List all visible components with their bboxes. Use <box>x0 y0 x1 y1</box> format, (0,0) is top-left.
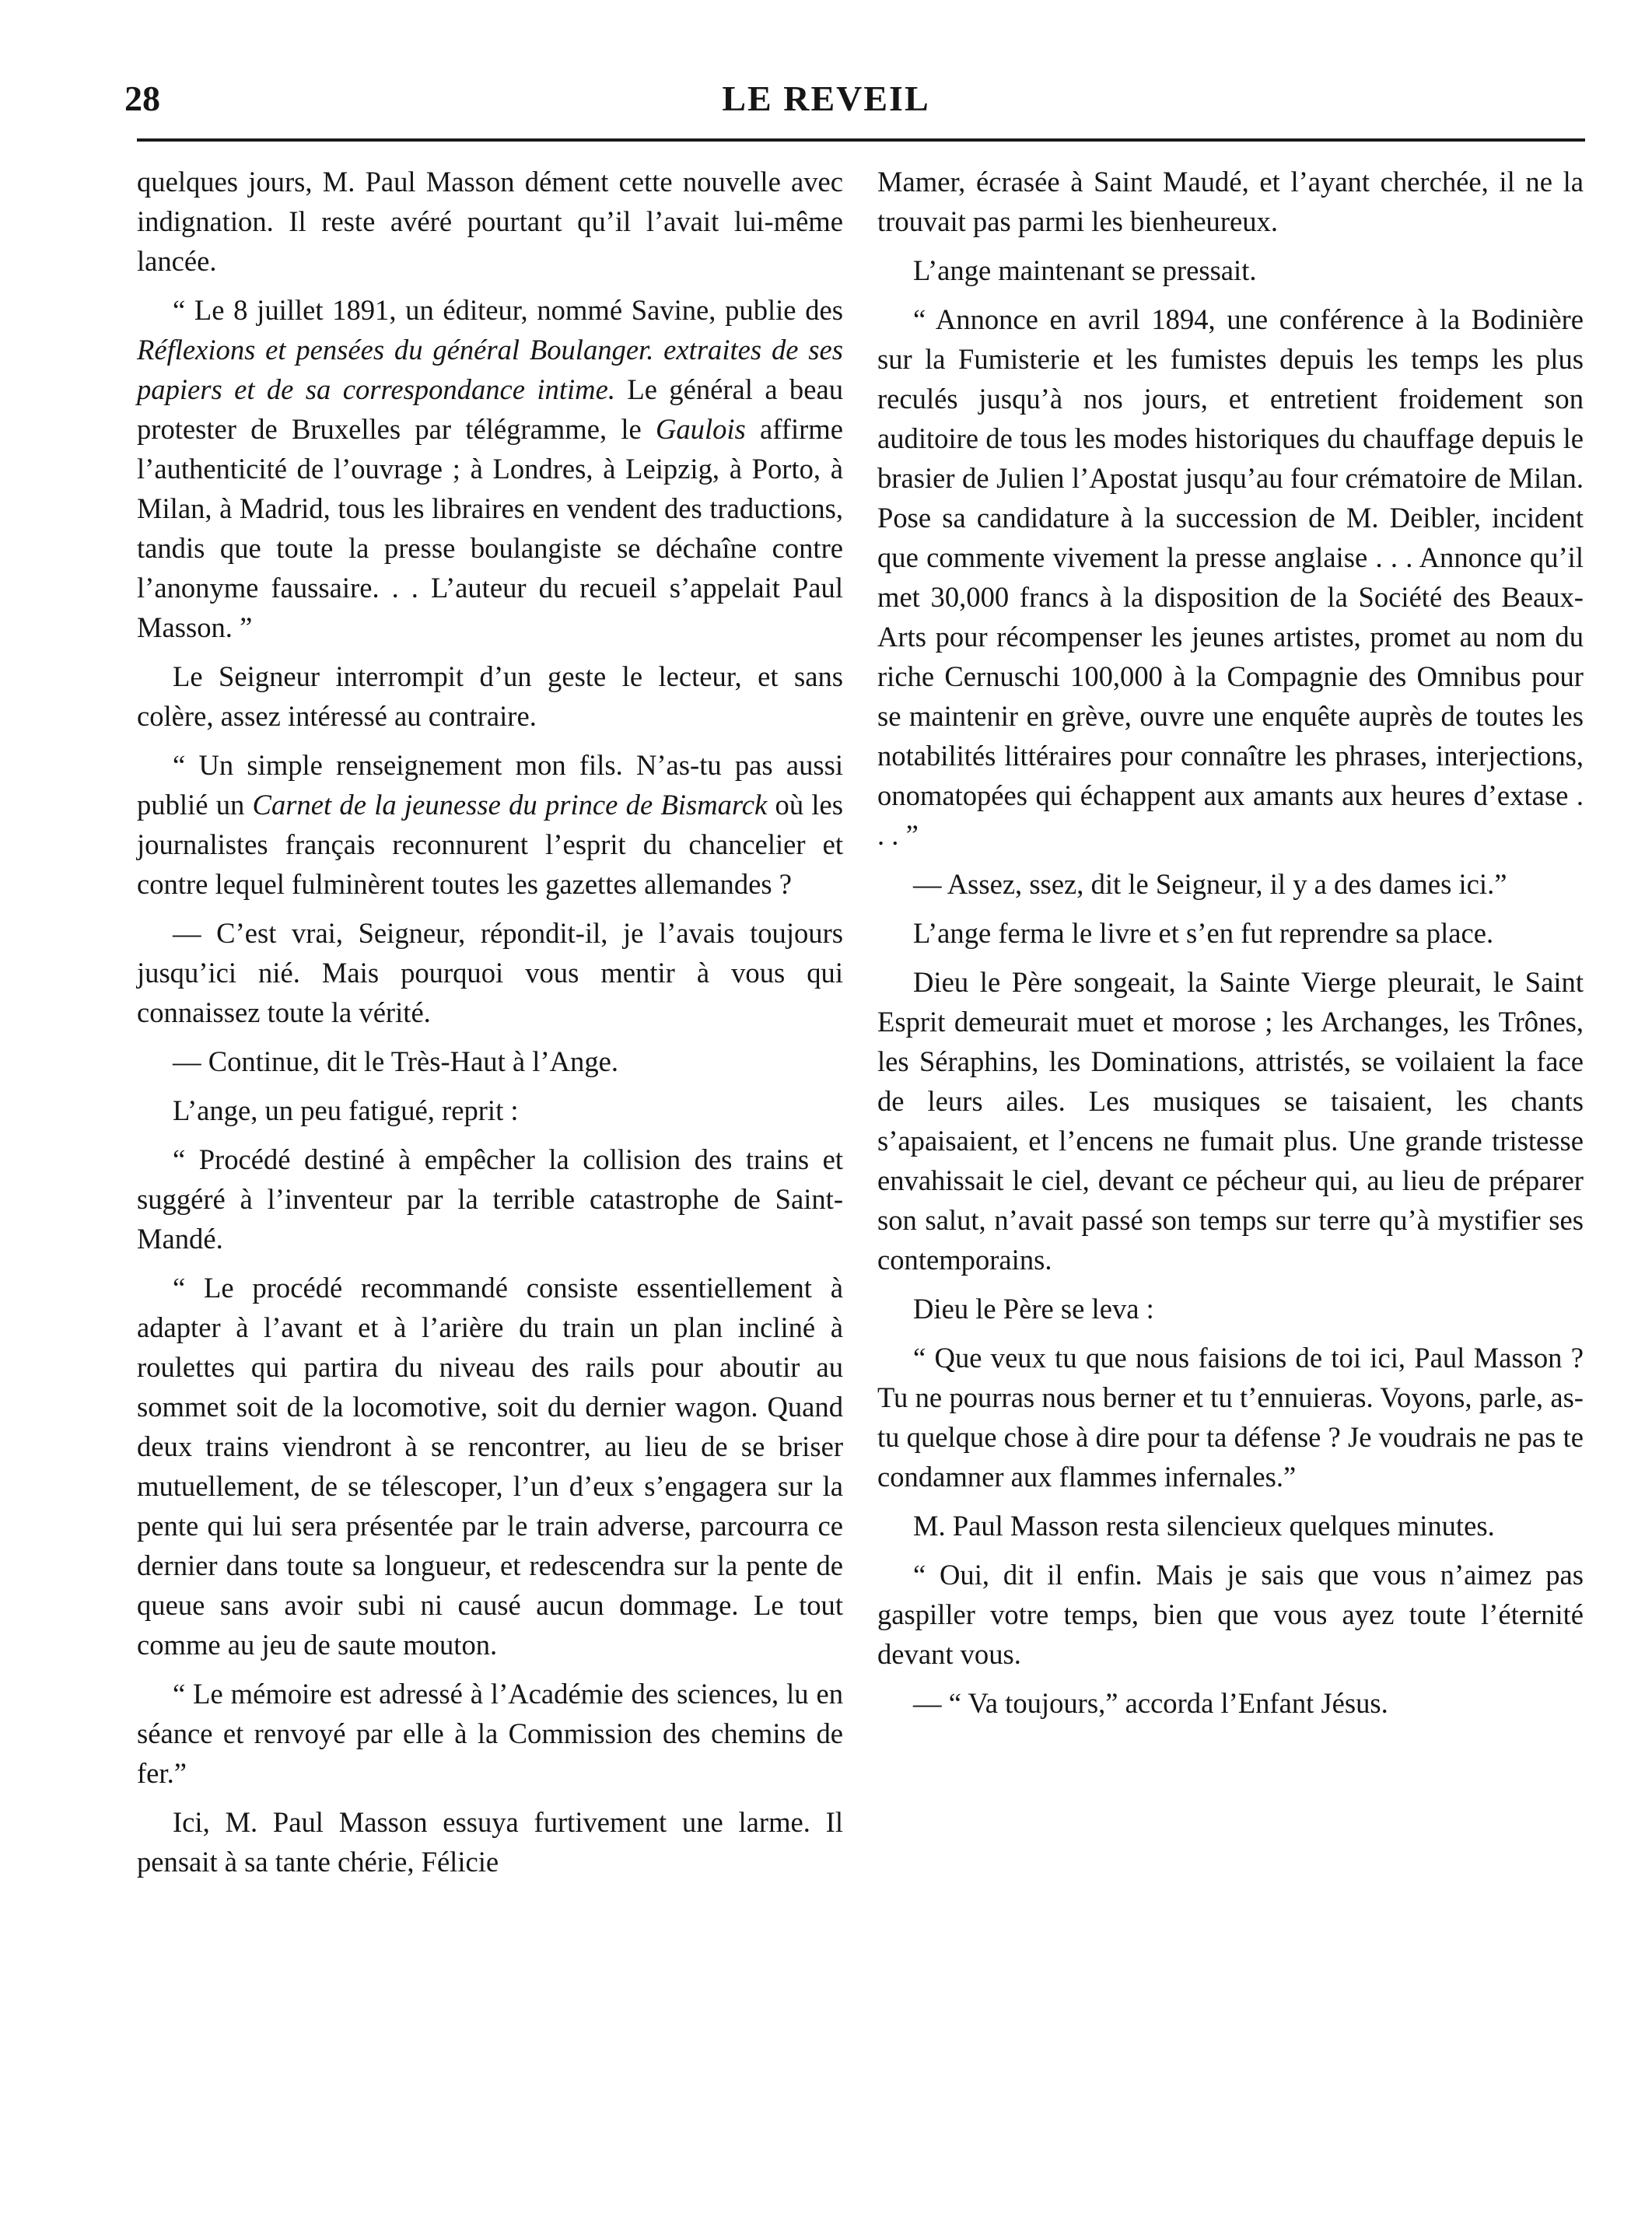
paragraph <box>137 1140 843 1259</box>
text-run: où les journalistes français reconnurent l’esprit du chancelier et contre lequel fulminèrent toutes les gazettes allemandes ? <box>137 789 844 900</box>
paragraph <box>137 1674 843 1793</box>
text-run: L’ange maintenant se pressait. <box>913 254 1257 286</box>
paragraph <box>877 1338 1584 1497</box>
italic-title: Gaulois <box>655 413 746 445</box>
paragraph <box>877 250 1584 290</box>
italic-title: Carnet de la jeunesse du prince de Bismarck <box>252 789 768 821</box>
text-run: “ Annonce en avril 1894, une conférence à la Bodinière sur la Fumisterie et les fumistes depuis les temps les plus reculés jusqu’à nos jours, et entretient froidement son auditoire de tous les modes historiques du chauffage depuis le brasier de Julien l’Apostat jusqu’au four crématoire de Milan. Pose sa candidature à la succession de M. Deibler, incident que commente vivement la presse anglaise . . . Annonce qu’il met 30,000 francs à la disposition de la Société des Beaux-Arts pour récompenser les jeunes artistes, promet au nom du riche Cernuschi 100,000 à la Compagnie des Omnibus pour se maintenir en grève, ouvre une enquête auprès de toutes les notabilités littéraires pour connaître les phrases, interjections, onomatopées qui échappent aux amants aux heures d’extase . . . ” <box>877 303 1584 851</box>
text-run: “ Le 8 juillet 1891, un éditeur, nommé Savine, publie des <box>173 294 843 326</box>
paragraph <box>137 1090 843 1130</box>
text-run: L’ange ferma le livre et s’en fut reprendre sa place. <box>913 917 1494 949</box>
text-run: L’ange, un peu fatigué, reprit : <box>173 1094 519 1126</box>
paragraph <box>877 299 1584 855</box>
paragraph <box>137 290 843 647</box>
text-run: Mamer, écrasée à Saint Maudé, et l’ayant cherchée, il ne la trouvait pas parmi les bienheureux. <box>877 166 1584 237</box>
text-run: Ici, M. Paul Masson essuya furtivement une larme. Il pensait à sa tante chérie, Félicie <box>137 1806 843 1878</box>
text-run: Dieu le Père se leva : <box>913 1293 1154 1325</box>
text-run: “ Un simple renseignement mon fils. N’as-tu pas aussi publié un <box>137 749 843 821</box>
paragraph <box>137 1802 843 1882</box>
text-run: affirme l’authenticité de l’ouvrage ; à Londres, à Leipzig, à Porto, à Milan, à Madrid, tous les libraires en vendent des traductions, tandis que toute la presse boulangiste se déchaîne contre l’anonyme faussaire. . . L’auteur du recueil s’appelait Paul Masson. ” <box>137 413 843 643</box>
running-title: LE REVEIL <box>722 79 930 118</box>
paragraph <box>137 913 843 1032</box>
text-run: — Continue, dit le Très-Haut à l’Ange. <box>173 1045 618 1077</box>
paragraph <box>877 162 1584 241</box>
paragraph <box>877 1506 1584 1546</box>
right-column <box>877 162 1584 1732</box>
text-run: — Assez, ssez, dit le Seigneur, il y a des dames ici.” <box>913 868 1507 900</box>
header-rule <box>137 138 1585 142</box>
text-run: Le général a beau protester de Bruxelles par télégramme, le <box>137 373 843 445</box>
italic-title: Réflexions et pensées du général Boulanger. extraites de ses papiers et de sa correspondance intime. <box>137 334 843 405</box>
paragraph <box>137 656 843 736</box>
paragraph <box>877 1289 1584 1329</box>
text-run: — “ Va toujours,” accorda l’Enfant Jésus. <box>913 1687 1388 1719</box>
text-run: Le Seigneur interrompit d’un geste le lecteur, et sans colère, assez intéressé au contraire. <box>137 660 843 732</box>
text-run: “ Le procédé recommandé consiste essentiellement à adapter à l’avant et à l’arière du train un plan incliné à roulettes qui partira du niveau des rails pour aboutir au sommet soit de la locomotive, soit du dernier wagon. Quand deux trains viendront à se rencontrer, au lieu de se briser mutuellement, de se télescoper, l’un d’eux s’engagera sur la pente qui lui sera présentée par le train adverse, parcourra ce dernier dans toute sa longueur, et redescendra sur la pente de queue sans avoir subi ni causé aucun dommage. Le tout comme au jeu de saute mouton. <box>137 1272 843 1661</box>
text-run: “ Que veux tu que nous faisions de toi ici, Paul Masson ? Tu ne pourras nous berner et tu t’ennuieras. Voyons, parle, as-tu quelque chose à dire pour ta défense ? Je voudrais ne pas te condamner aux flammes infernales.” <box>877 1342 1584 1493</box>
text-run: Dieu le Père songeait, la Sainte Vierge pleurait, le Saint Esprit demeurait muet et morose ; les Archanges, les Trônes, les Séraphins, les Dominations, attristés, se voilaient la face de leurs ailes. Les musiques se taisaient, les chants s’apaisaient, et l’encens ne fumait plus. Une grande tristesse envahissait le ciel, devant ce pécheur qui, au lieu de préparer son salut, n’avait passé son temps sur terre qu’à mystifier ses contemporains. <box>877 966 1584 1276</box>
paragraph <box>137 1041 843 1081</box>
left-column <box>137 162 843 1891</box>
text-run: quelques jours, M. Paul Masson dément cette nouvelle avec indignation. Il reste avéré pourtant qu’il l’avait lui-même lancée. <box>137 166 843 277</box>
paragraph <box>137 745 843 904</box>
text-run: — C’est vrai, Seigneur, répondit-il, je l’avais toujours jusqu’ici nié. Mais pourquoi vous mentir à vous qui connaissez toute la vérité. <box>137 917 843 1028</box>
page-number: 28 <box>124 79 160 118</box>
text-run: M. Paul Masson resta silencieux quelques minutes. <box>913 1510 1495 1542</box>
paragraph <box>137 162 843 281</box>
paragraph <box>877 864 1584 904</box>
text-run: “ Oui, dit il enfin. Mais je sais que vous n’aimez pas gaspiller votre temps, bien que vous ayez toute l’éternité devant vous. <box>877 1559 1584 1670</box>
paragraph <box>877 962 1584 1280</box>
paragraph <box>137 1268 843 1665</box>
paragraph <box>877 1683 1584 1723</box>
text-run: “ Procédé destiné à empêcher la collision des trains et suggéré à l’inventeur par la terrible catastrophe de Saint-Mandé. <box>137 1143 843 1255</box>
paragraph <box>877 913 1584 953</box>
text-run: “ Le mémoire est adressé à l’Académie des sciences, lu en séance et renvoyé par elle à la Commission des chemins de fer.” <box>137 1678 843 1789</box>
paragraph <box>877 1555 1584 1674</box>
